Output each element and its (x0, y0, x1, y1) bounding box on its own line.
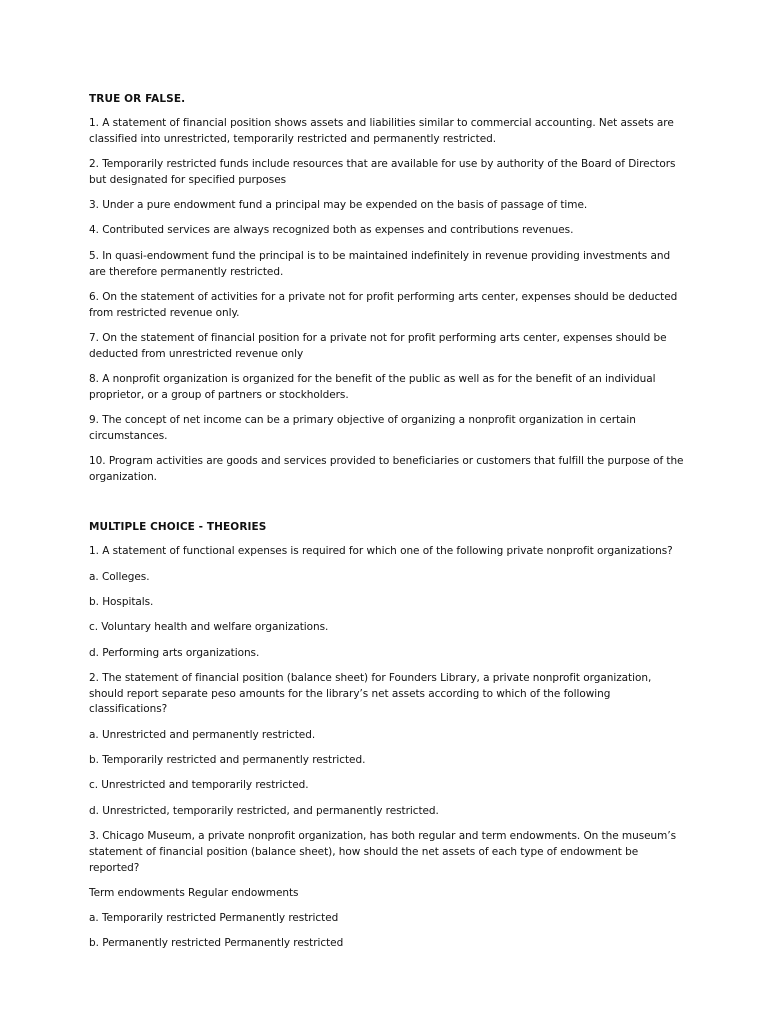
document-page (89, 91, 689, 962)
mc-q2-option-c: c. Unrestricted and temporarily restricted. (89, 779, 309, 792)
mc-q2-option-d: d. Unrestricted, temporarily restricted, and permanently restricted. (89, 804, 439, 817)
multiple-choice-heading: MULTIPLE CHOICE - THEORIES (89, 521, 267, 534)
tf-item-9: 9. The concept of net income can be a primary objective of organizing a nonprofit organization in certain circumstances. (89, 414, 636, 442)
mc-q2-option-a: a. Unrestricted and permanently restricted. (89, 728, 316, 741)
mc-question-2: 2. The statement of financial position (balance sheet) for Founders Library, a private nonprofit organization, should report separate peso amounts for the library’s net assets according to which of the following classifications? (89, 671, 652, 716)
true-false-heading: TRUE OR FALSE. (89, 93, 186, 105)
tf-item-3: 3. Under a pure endowment fund a principal may be expended on the basis of passage of time. (89, 199, 588, 212)
mc-q2-option-b: b. Temporarily restricted and permanently restricted. (89, 754, 366, 767)
tf-item-8: 8. A nonprofit organization is organized for the benefit of the public as well as for the benefit of an individual proprietor, or a group of partners or stockholders. (89, 373, 656, 401)
mc-q1-option-c: c. Voluntary health and welfare organizations. (89, 621, 329, 634)
mc-question-3: 3. Chicago Museum, a private nonprofit organization, has both regular and term endowments. On the museum’s statement of financial position (balance sheet), how should the net assets of each type of endowment be reported? (89, 829, 677, 874)
section-spacer (89, 495, 689, 519)
tf-item-1: 1. A statement of financial position shows assets and liabilities similar to commercial accounting. Net assets are classified into unrestricted, temporarily restricted and permanently restricted. (89, 117, 674, 145)
tf-item-2: 2. Temporarily restricted funds include resources that are available for use by authority of the Board of Directors but designated for specified purposes (89, 158, 676, 186)
tf-item-10: 10. Program activities are goods and services provided to beneficiaries or customers that fulfill the purpose of the organization. (89, 455, 684, 484)
mc-question-1: 1. A statement of functional expenses is required for which one of the following private nonprofit organizations? (89, 545, 673, 558)
mc-q3-option-b: b. Permanently restricted Permanently restricted (89, 937, 344, 950)
mc-q3-column-headers: Term endowments Regular endowments (89, 886, 299, 899)
mc-q1-option-b: b. Hospitals. (89, 595, 154, 608)
mc-q1-option-a: a. Colleges. (89, 570, 150, 583)
tf-item-7: 7. On the statement of financial position for a private not for profit performing arts center, expenses should be deducted from unrestricted revenue only (89, 331, 667, 360)
tf-item-5: 5. In quasi-endowment fund the principal is to be maintained indefinitely in revenue providing investments and are therefore permanently restricted. (89, 249, 671, 278)
tf-item-6: 6. On the statement of activities for a private not for profit performing arts center, expenses should be deducted from restricted revenue only. (89, 290, 678, 319)
mc-q3-option-a: a. Temporarily restricted Permanently restricted (89, 912, 339, 925)
tf-item-4: 4. Contributed services are always recognized both as expenses and contributions revenues. (89, 224, 574, 237)
mc-q1-option-d: d. Performing arts organizations. (89, 646, 260, 659)
